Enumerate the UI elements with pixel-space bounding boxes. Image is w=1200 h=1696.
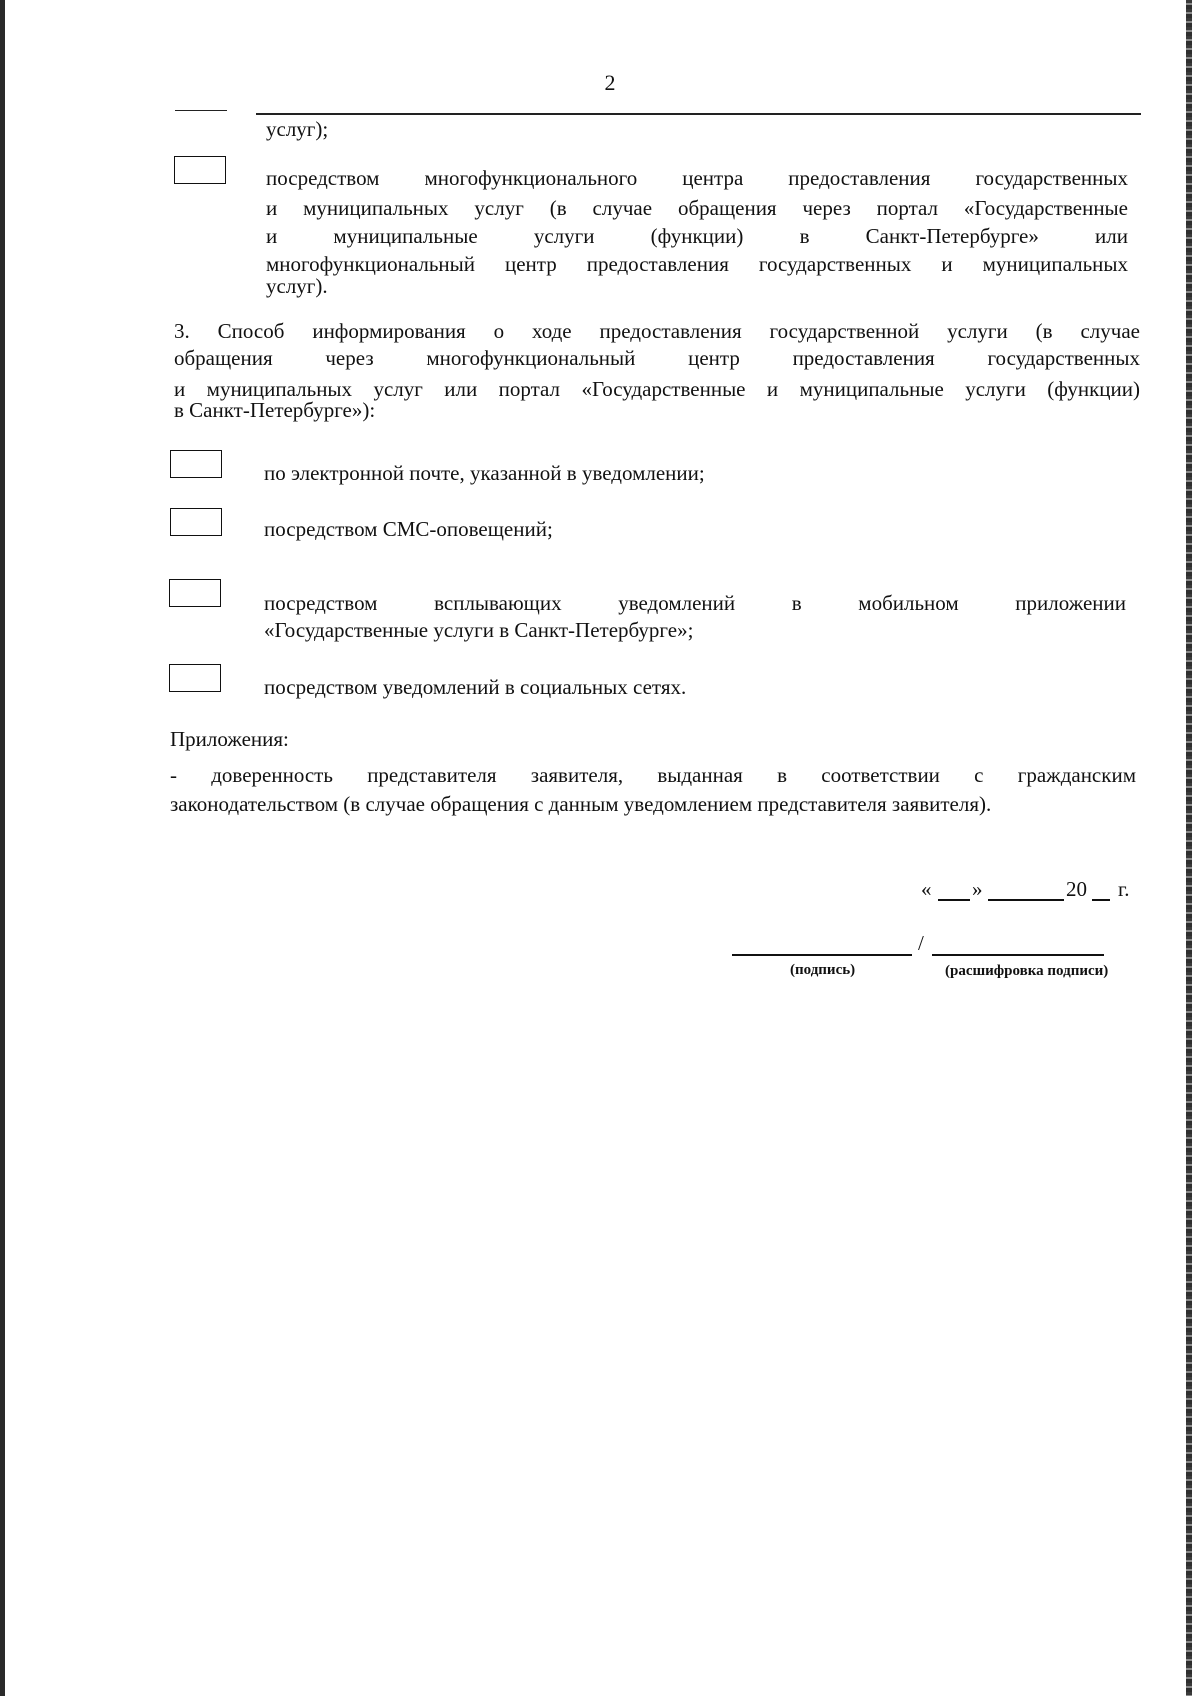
signature-decoding-line[interactable]	[932, 954, 1104, 956]
option-mfc-line-2: и муниципальных услуг (в случае обращения через портал «Государственные	[266, 196, 1128, 220]
option-push-line-1: посредством всплывающих уведомлений в мобильном приложении	[264, 591, 1126, 615]
attachments-line-1: - доверенность представителя заявителя, выданная в соответствии с гражданским	[170, 763, 1136, 787]
section3-line-4: в Санкт-Петербурге»):	[174, 398, 376, 422]
option-mfc-line-1: посредством многофункционального центра предоставления государственных	[266, 166, 1128, 190]
option-sms-label: посредством СМС-оповещений;	[264, 517, 553, 541]
section3-line-2: обращения через многофункциональный центр предоставления государственных	[174, 346, 1140, 370]
option-push-line-2: «Государственные услуги в Санкт-Петербурге»;	[264, 618, 694, 642]
signature-caption: (подпись)	[790, 962, 856, 978]
attachments-line-2: законодательством (в случае обращения с данным уведомлением представителя заявителя).	[170, 792, 992, 816]
attachments-heading: Приложения:	[170, 727, 289, 751]
checkbox-sms[interactable]	[170, 508, 222, 536]
date-year-blank[interactable]	[1092, 899, 1110, 901]
date-day-blank[interactable]	[938, 899, 970, 901]
option-mfc-line-3: и муниципальные услуги (функции) в Санкт-Петербурге» или	[266, 224, 1128, 248]
option-mfc-line-5: услуг).	[266, 274, 328, 298]
option-email-label: по электронной почте, указанной в уведомлении;	[264, 461, 705, 485]
checkbox-social[interactable]	[169, 664, 221, 692]
section3-line-1: 3. Способ информирования о ходе предоставления государственной услуги (в случае	[174, 319, 1140, 343]
prev-continuation: услуг);	[266, 117, 329, 141]
checkbox-push[interactable]	[169, 579, 221, 607]
scan-edge-right	[1186, 0, 1192, 1696]
option-mfc-line-4: многофункциональный центр предоставления государственных и муниципальных	[266, 252, 1128, 276]
date-year-suffix: г.	[1118, 877, 1130, 901]
option-social-label: посредством уведомлений в социальных сетях.	[264, 675, 687, 699]
date-month-blank[interactable]	[988, 899, 1064, 901]
header-rule-long	[256, 113, 1141, 115]
scan-edge-left	[0, 0, 5, 1696]
date-open-quote: «	[921, 877, 932, 901]
signature-separator: /	[918, 931, 924, 955]
section3-line-3: и муниципальных услуг или портал «Государственные и муниципальные услуги (функции)	[174, 377, 1140, 401]
checkbox-email[interactable]	[170, 450, 222, 478]
date-year-prefix: 20	[1066, 877, 1087, 901]
signature-decoding-caption: (расшифровка подписи)	[945, 963, 1109, 979]
signature-line[interactable]	[732, 954, 912, 956]
date-close-quote: »	[972, 877, 983, 901]
header-rule-short	[175, 110, 227, 111]
checkbox-mfc[interactable]	[174, 156, 226, 184]
page-number: 2	[604, 70, 616, 95]
